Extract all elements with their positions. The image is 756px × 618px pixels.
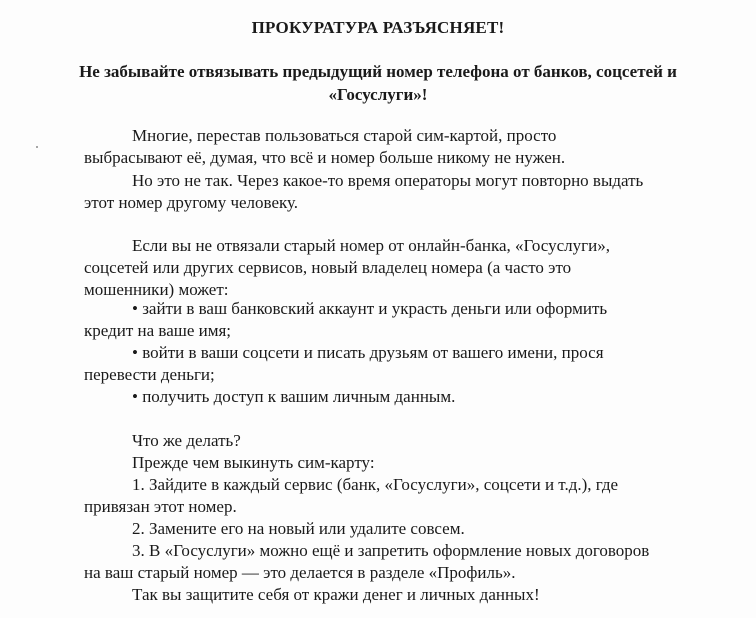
paragraph-line: Если вы не отвязали старый номер от онлайн-банка, «Госуслуги», bbox=[132, 236, 610, 255]
bullet-item: • получить доступ к вашим личным данным. bbox=[132, 387, 456, 406]
paragraph-line: выбрасывают её, думая, что всё и номер больше никому не нужен. bbox=[84, 148, 566, 167]
paragraph-line: Но это не так. Через какое-то время операторы могут повторно выдать bbox=[132, 171, 644, 190]
paragraph-line: перевести деньги; bbox=[84, 365, 215, 384]
paragraph-line: соцсетей или других сервисов, новый владелец номера (а часто это bbox=[84, 258, 572, 277]
paragraph-line: этот номер другому человеку. bbox=[84, 193, 299, 212]
bullet-item: • зайти в ваш банковский аккаунт и украсть деньги или оформить bbox=[132, 299, 608, 318]
step-item: 3. В «Госуслуги» можно ещё и запретить оформление новых договоров bbox=[132, 541, 650, 560]
step-item: 2. Замените его на новый или удалите совсем. bbox=[132, 519, 465, 538]
paragraph-line: мошенники) может: bbox=[84, 280, 229, 299]
paragraph-line: привязан этот номер. bbox=[84, 497, 237, 516]
paragraph-line: Многие, перестав пользоваться старой сим-картой, просто bbox=[132, 126, 557, 145]
document-subtitle: Не забывайте отвязывать предыдущий номер телефона от банков, соцсетей и «Госуслуги»! bbox=[79, 62, 677, 104]
paragraph-line: кредит на ваше имя; bbox=[84, 321, 232, 340]
step-item: 1. Зайдите в каждый сервис (банк, «Госуслуги», соцсети и т.д.), где bbox=[132, 475, 619, 494]
scan-speck bbox=[36, 146, 38, 148]
section-heading: Что же делать? bbox=[132, 431, 241, 450]
closing-line: Так вы защитите себя от кражи денег и личных данных! bbox=[132, 585, 540, 604]
document-title: ПРОКУРАТУРА РАЗЪЯСНЯЕТ! bbox=[251, 18, 505, 37]
paragraph-line: на ваш старый номер — это делается в разделе «Профиль». bbox=[84, 563, 516, 582]
paragraph-line: Прежде чем выкинуть сим-карту: bbox=[132, 453, 375, 472]
bullet-item: • войти в ваши соцсети и писать друзьям от вашего имени, прося bbox=[132, 343, 604, 362]
